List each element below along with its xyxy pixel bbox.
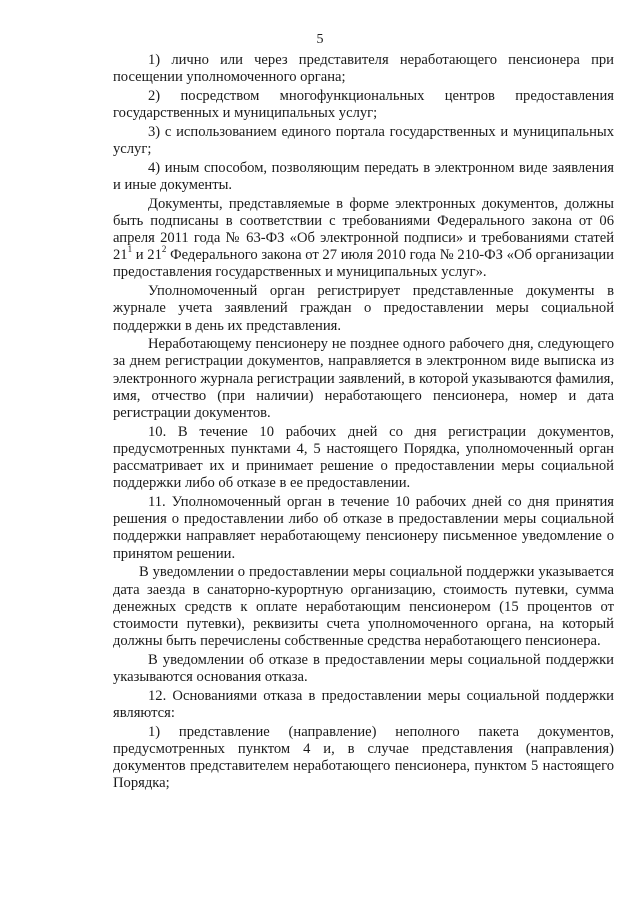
document-body	[113, 52, 614, 793]
paragraph-registration: Уполномоченный орган регистрирует представленные документы в журнале учета заявлений граждан о предоставлении меры социальной поддержки в день их представления.	[113, 283, 614, 334]
paragraph-item-12: 12. Основаниями отказа в предоставлении меры социальной поддержки являются:	[113, 687, 614, 722]
paragraph-method-in-person: 1) лично или через представителя неработающего пенсионера при посещении уполномоченного органа;	[113, 52, 614, 86]
paragraph-notification-grant: В уведомлении о предоставлении меры социальной поддержки указывается дата заезда в санаторно-курортную организацию, стоимость путевки, сумма денежных средств к оплате неработающим пенсионером (15 процентов от стоимости путевки), реквизиты счета уполномоченного органа, на который должны быть перечислены собственные средства неработающего пенсионера.	[113, 564, 614, 650]
signature-text-part3: Федерального закона от 27 июля 2010 года № 210-ФЗ «Об организации предоставления государственных и муниципальных услуг».	[113, 247, 614, 281]
paragraph-item-11: 11. Уполномоченный орган в течение 10 рабочих дней со дня принятия решения о предоставлении либо об отказе в предоставлении меры социальной поддержки направляет неработающему пенсионеру письменное уведомление о принятом решении.	[113, 494, 614, 562]
page-number: 5	[316, 32, 324, 47]
paragraph-method-mfc: 2) посредством многофункциональных центров предоставления государственных и муниципальных услуг;	[113, 87, 614, 122]
paragraph-refusal-reason-1: 1) представление (направление) неполного пакета документов, предусмотренных пунктом 4 и, в случае представления (направления) документов представителем неработающего пенсионера, пунктом 5 настоящего Порядка;	[113, 723, 614, 792]
signature-sup2: 2	[161, 244, 167, 255]
signature-text-part2: и 21	[132, 247, 162, 264]
paragraph-electronic-signature	[113, 196, 614, 282]
signature-sup1: 1	[127, 244, 133, 255]
paragraph-notification-refusal: В уведомлении об отказе в предоставлении меры социальной поддержки указываются основания отказа.	[113, 651, 614, 686]
paragraph-method-portal: 3) с использованием единого портала государственных и муниципальных услуг;	[113, 123, 614, 158]
paragraph-item-10: 10. В течение 10 рабочих дней со дня регистрации документов, предусмотренных пунктами 4, 5 настоящего Порядка, уполномоченный орган рассматривает их и принимает решение о предоставлении меры социальной поддержки либо об отказе в ее предоставлении.	[113, 423, 614, 492]
signature-text-part1: Документы, представляемые в форме электронных документов, должны быть подписаны в соответствии с требованиями Федерального закона от 06 апреля 2011 года № 63-ФЗ «Об электронной подписи» и требованиями статей 21	[113, 195, 614, 264]
paragraph-registration-extract: Неработающему пенсионеру не позднее одного рабочего дня, следующего за днем регистрации документов, направляется в электронном виде выписка из электронного журнала регистрации заявлений, в которой указываются фамилия, имя, отчество (при наличии) неработающего пенсионера, номер и дата регистрации документов.	[113, 336, 614, 422]
paragraph-method-electronic: 4) иным способом, позволяющим передать в электронном виде заявления и иные документы.	[113, 159, 614, 193]
